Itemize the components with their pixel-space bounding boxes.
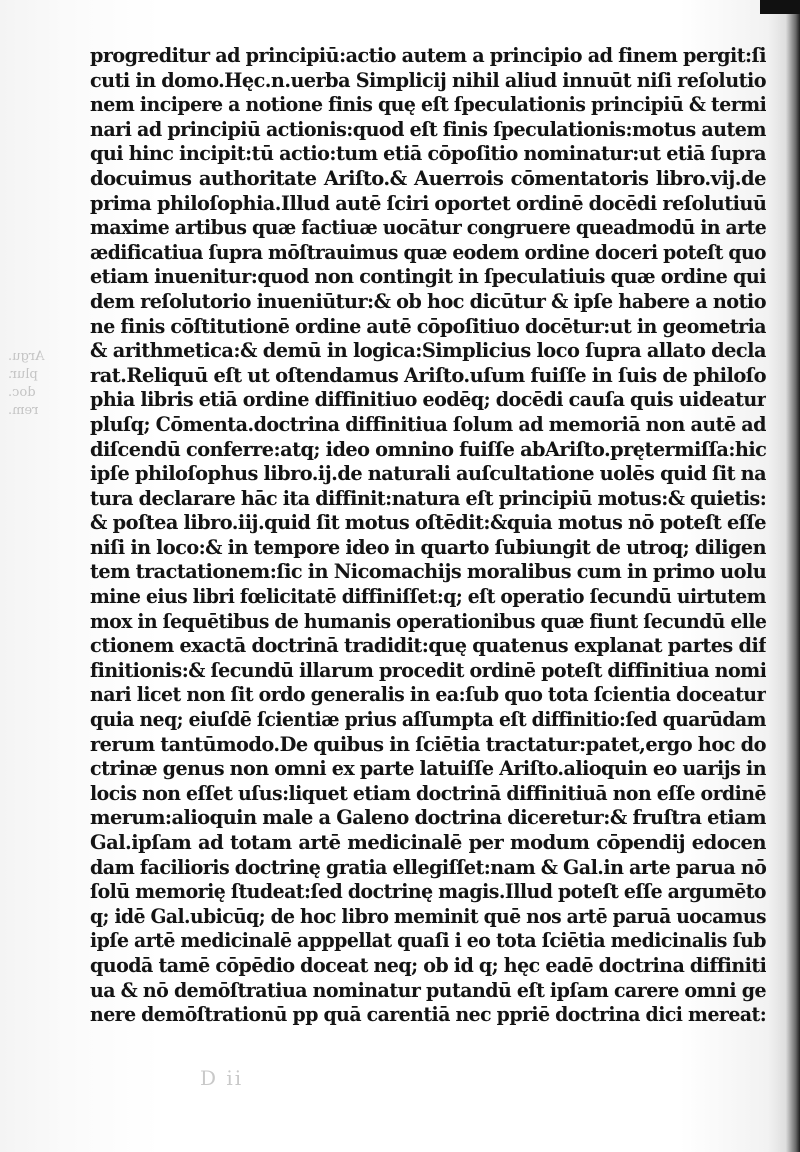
text-line: pluſq; Cōmenta.doctrina diffinitiua ſolum ad memoriā non autē ad bbox=[90, 412, 766, 436]
text-line: ctionem exactā doctrinā tradidit:quę quatenus explanat partes dif bbox=[90, 634, 766, 658]
text-line: tem tractationem:ſic in Nicomachijs moralibus cum in primo uolu bbox=[90, 560, 766, 584]
text-line: mine eius libri fœlicitatē diffiniſſet:q; eſt operatio ſecundū uirtutem bbox=[90, 585, 766, 609]
text-line: cuti in domo.Hęc.n.uerba Simplicij nihil aliud innuūt niſi reſolutio bbox=[90, 68, 766, 92]
text-line: Gal.ipſam ad totam artē medicinalē per modum cōpendij edocen bbox=[90, 831, 766, 854]
text-line: rat.Reliquū eſt ut oſtendamus Ariſto.uſum fuiſſe in ſuis de philoſo bbox=[90, 363, 766, 387]
text-line: ctrinæ genus non omni ex parte latuiſſe Ariſto.alioquin eo uarijs in bbox=[90, 757, 766, 781]
text-line: rerum tantūmodo.De quibus in ſciētia tractatur:patet,ergo hoc do bbox=[90, 732, 766, 756]
scan-corner-edge bbox=[760, 0, 800, 14]
text-line: & poſtea libro.iij.quid ſit motus oſtēdit:&quia motus nō poteſt eſſe bbox=[90, 511, 766, 535]
text-line: ua & nō demōſtratiua nominatur putandū eſt ipſam carere omni ge bbox=[90, 978, 766, 1002]
text-line: diſcendū conferre:atq; ideo omnino fuiſſe abAriſto.prętermiſſa:hic bbox=[90, 437, 766, 461]
text-line: ſolū memorię ſtudeat:ſed doctrinę magis.Illud poteſt eſſe argumēto bbox=[90, 880, 766, 904]
signature-mark: D ii bbox=[200, 1066, 244, 1090]
text-line: q; idē Gal.ubicūq; de hoc libro meminit quē nos artē paruā uocamus bbox=[90, 904, 766, 928]
text-line: nere demōſtrationū pp quā carentiā nec ppriē doctrina dici mereat: bbox=[90, 1003, 766, 1027]
text-line: phia libris etiā ordine diffinitiuo eodēq; docēdi cauſa quis uideatur bbox=[90, 388, 766, 412]
body-text bbox=[90, 44, 766, 1028]
text-line: niſi in loco:& in tempore ideo in quarto ſubiungit de utroq; diligen bbox=[90, 535, 766, 559]
text-line: nari ad principiū actionis:quod eſt finis ſpeculationis:motus autem bbox=[90, 117, 766, 141]
text-line: maxime artibus quæ factiuæ uocātur congruere queadmodū in arte bbox=[90, 216, 766, 240]
text-line: prima philoſophia.Illud autē ſciri oportet ordinē docēdi reſolutiuū bbox=[90, 191, 766, 215]
text-line: finitionis:& ſecundū illarum procedit ordinē poteſt diffinitiua nomi bbox=[90, 658, 766, 682]
text-line: quia neq; eiuſdē ſcientiæ prius aſſumpta eſt diffinitio:ſed quarūdam bbox=[90, 708, 766, 732]
text-line: ædificatiua ſupra mōſtrauimus quæ eodem ordine doceri poteſt quo bbox=[90, 240, 766, 264]
show-through-text: Argu. plur. doc. rem. bbox=[8, 349, 45, 418]
text-line: tura declarare hāc ita diffinit:natura eſt principiū motus:& quietis: bbox=[90, 486, 766, 510]
book-spine-shadow bbox=[786, 0, 800, 1152]
text-line: locis non eſſet uſus:liquet etiam doctrinā diffinitiuā non eſſe ordinē bbox=[90, 781, 766, 805]
text-line: dam facilioris doctrinę gratia ellegiſſet:nam & Gal.in arte parua nō bbox=[90, 855, 766, 879]
text-line: ipſe philoſophus libro.ij.de naturali auſcultatione uolēs quid ſit na bbox=[90, 462, 766, 486]
text-line: progreditur ad principiū:actio autem a principio ad finem pergit:ſi bbox=[90, 44, 766, 67]
text-line: qui hinc incipit:tū actio:tum etiā cōpoſitio nominatur:ut etiā ſupra bbox=[90, 142, 766, 166]
text-line: quodā tamē cōpēdio doceat neq; ob id q; hęc eadē doctrina diffiniti bbox=[90, 953, 766, 977]
text-line: ipſe artē medicinalē apppellat quaſi i eo tota ſciētia medicinalis ſub bbox=[90, 929, 766, 953]
text-line: etiam inuenitur:quod non contingit in ſpeculatiuis quæ ordine qui bbox=[90, 265, 766, 289]
text-line: dem reſolutorio inueniūtur:& ob hoc dicūtur & ipſe habere a notio bbox=[90, 289, 766, 313]
text-line: ne finis cōſtitutionē ordine autē cōpoſitiuo docētur:ut in geometria bbox=[90, 314, 766, 338]
text-line: & arithmetica:& demū in logica:Simplicius loco ſupra allato decla bbox=[90, 339, 766, 363]
text-line: nari licet non ſit ordo generalis in ea:ſub quo tota ſcientia doceatur bbox=[90, 683, 766, 707]
text-line: mox in ſequētibus de humanis operationibus quæ fiunt ſecundū elle bbox=[90, 609, 766, 633]
text-line: docuimus authoritate Ariſto.& Auerrois cōmentatoris libro.vij.de bbox=[90, 166, 766, 190]
text-line: merum:alioquin male a Galeno doctrina diceretur:& fruſtra etiam bbox=[90, 806, 766, 830]
text-line: nem incipere a notione finis quę eſt ſpeculationis principiū & termi bbox=[90, 93, 766, 117]
